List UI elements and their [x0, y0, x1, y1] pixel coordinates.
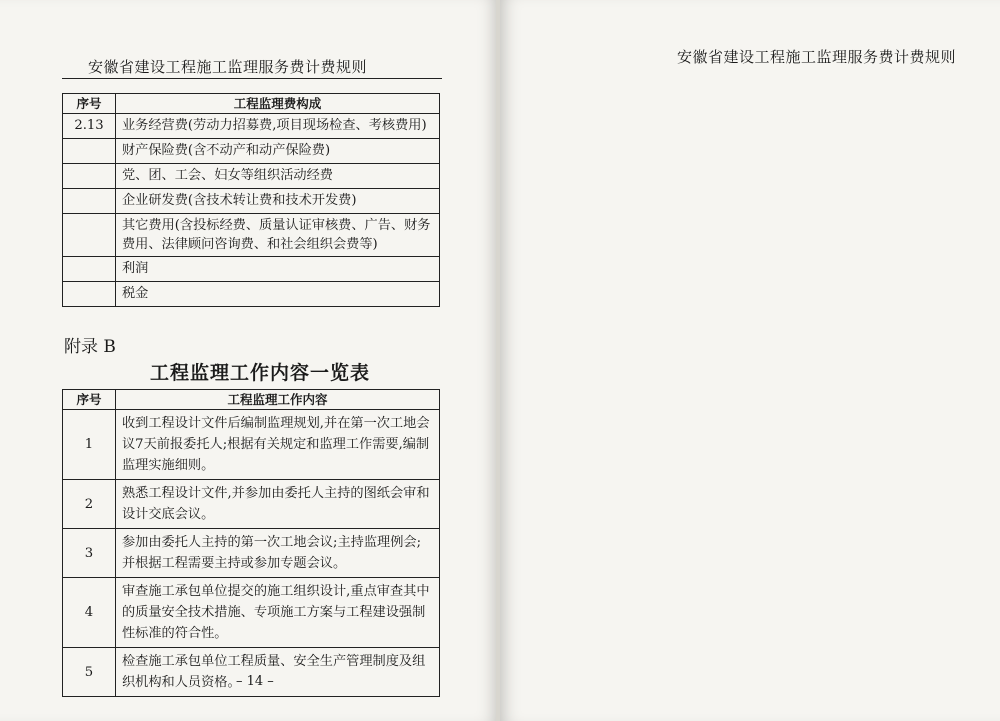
- row-number: 4: [63, 578, 116, 648]
- work-table-body: [63, 410, 440, 697]
- row-number: 2: [63, 480, 116, 529]
- table-row: [63, 257, 440, 282]
- row-content: 利润: [116, 257, 440, 282]
- row-content: 财产保险费(含不动产和动产保险费): [116, 139, 440, 164]
- row-number: 5: [63, 648, 116, 697]
- table-row: [63, 648, 440, 697]
- row-number: [63, 214, 116, 257]
- row-content: 审查施工承包单位提交的施工组织设计,重点审查其中的质量安全技术措施、专项施工方案与工程建设强制性标准的符合性。: [116, 578, 440, 648]
- work-content-table: [62, 389, 440, 697]
- table-header-row: [63, 390, 440, 410]
- table-row: [63, 164, 440, 189]
- appendix-label: 附录 B: [64, 337, 116, 357]
- table-header-row: [63, 94, 440, 114]
- table-row: [63, 578, 440, 648]
- column-header-number: 序号: [63, 94, 116, 114]
- table-row: [63, 529, 440, 578]
- row-content: 熟悉工程设计文件,并参加由委托人主持的图纸会审和设计交底会议。: [116, 480, 440, 529]
- row-content: 税金: [116, 282, 440, 307]
- row-number: [63, 164, 116, 189]
- table-row: [63, 139, 440, 164]
- row-number: [63, 257, 116, 282]
- table-row: [63, 480, 440, 529]
- section-title: 工程监理工作内容一览表: [150, 362, 371, 384]
- head-rule-left: [62, 78, 442, 79]
- row-content: 企业研发费(含技术转让费和技术开发费): [116, 189, 440, 214]
- table-row: [63, 214, 440, 257]
- fee-table-body: [63, 114, 440, 307]
- table-row: [63, 410, 440, 480]
- right-page: [500, 0, 1000, 721]
- row-content: 其它费用(含投标经费、质量认证审核费、广告、财务费用、法律顾问咨询费、和社会组织会费等): [116, 214, 440, 257]
- row-content: 收到工程设计文件后编制监理规划,并在第一次工地会议7天前报委托人;根据有关规定和监理工作需要,编制监理实施细则。: [116, 410, 440, 480]
- row-number: 1: [63, 410, 116, 480]
- row-content: 检查施工承包单位工程质量、安全生产管理制度及组织机构和人员资格。: [116, 648, 440, 697]
- row-number: [63, 282, 116, 307]
- row-number: [63, 139, 116, 164]
- column-header-work-content: 工程监理工作内容: [116, 390, 440, 410]
- column-header-fee-composition: 工程监理费构成: [116, 94, 440, 114]
- table-row: [63, 189, 440, 214]
- running-head-right: 安徽省建设工程施工监理服务费计费规则: [676, 48, 956, 66]
- row-number: [63, 189, 116, 214]
- row-content: 参加由委托人主持的第一次工地会议;主持监理例会;并根据工程需要主持或参加专题会议。: [116, 529, 440, 578]
- table-row: [63, 282, 440, 307]
- running-head-left: 安徽省建设工程施工监理服务费计费规则: [88, 58, 368, 76]
- row-content: 党、团、工会、妇女等组织活动经费: [116, 164, 440, 189]
- row-number: 2.13: [63, 114, 116, 139]
- fee-composition-table: [62, 93, 440, 307]
- column-header-number: 序号: [63, 390, 116, 410]
- row-content: 业务经营费(劳动力招募费,项目现场检查、考核费用): [116, 114, 440, 139]
- table-row: [63, 114, 440, 139]
- left-page: [0, 0, 498, 721]
- page-number-left: – 14 –: [236, 674, 274, 689]
- row-number: 3: [63, 529, 116, 578]
